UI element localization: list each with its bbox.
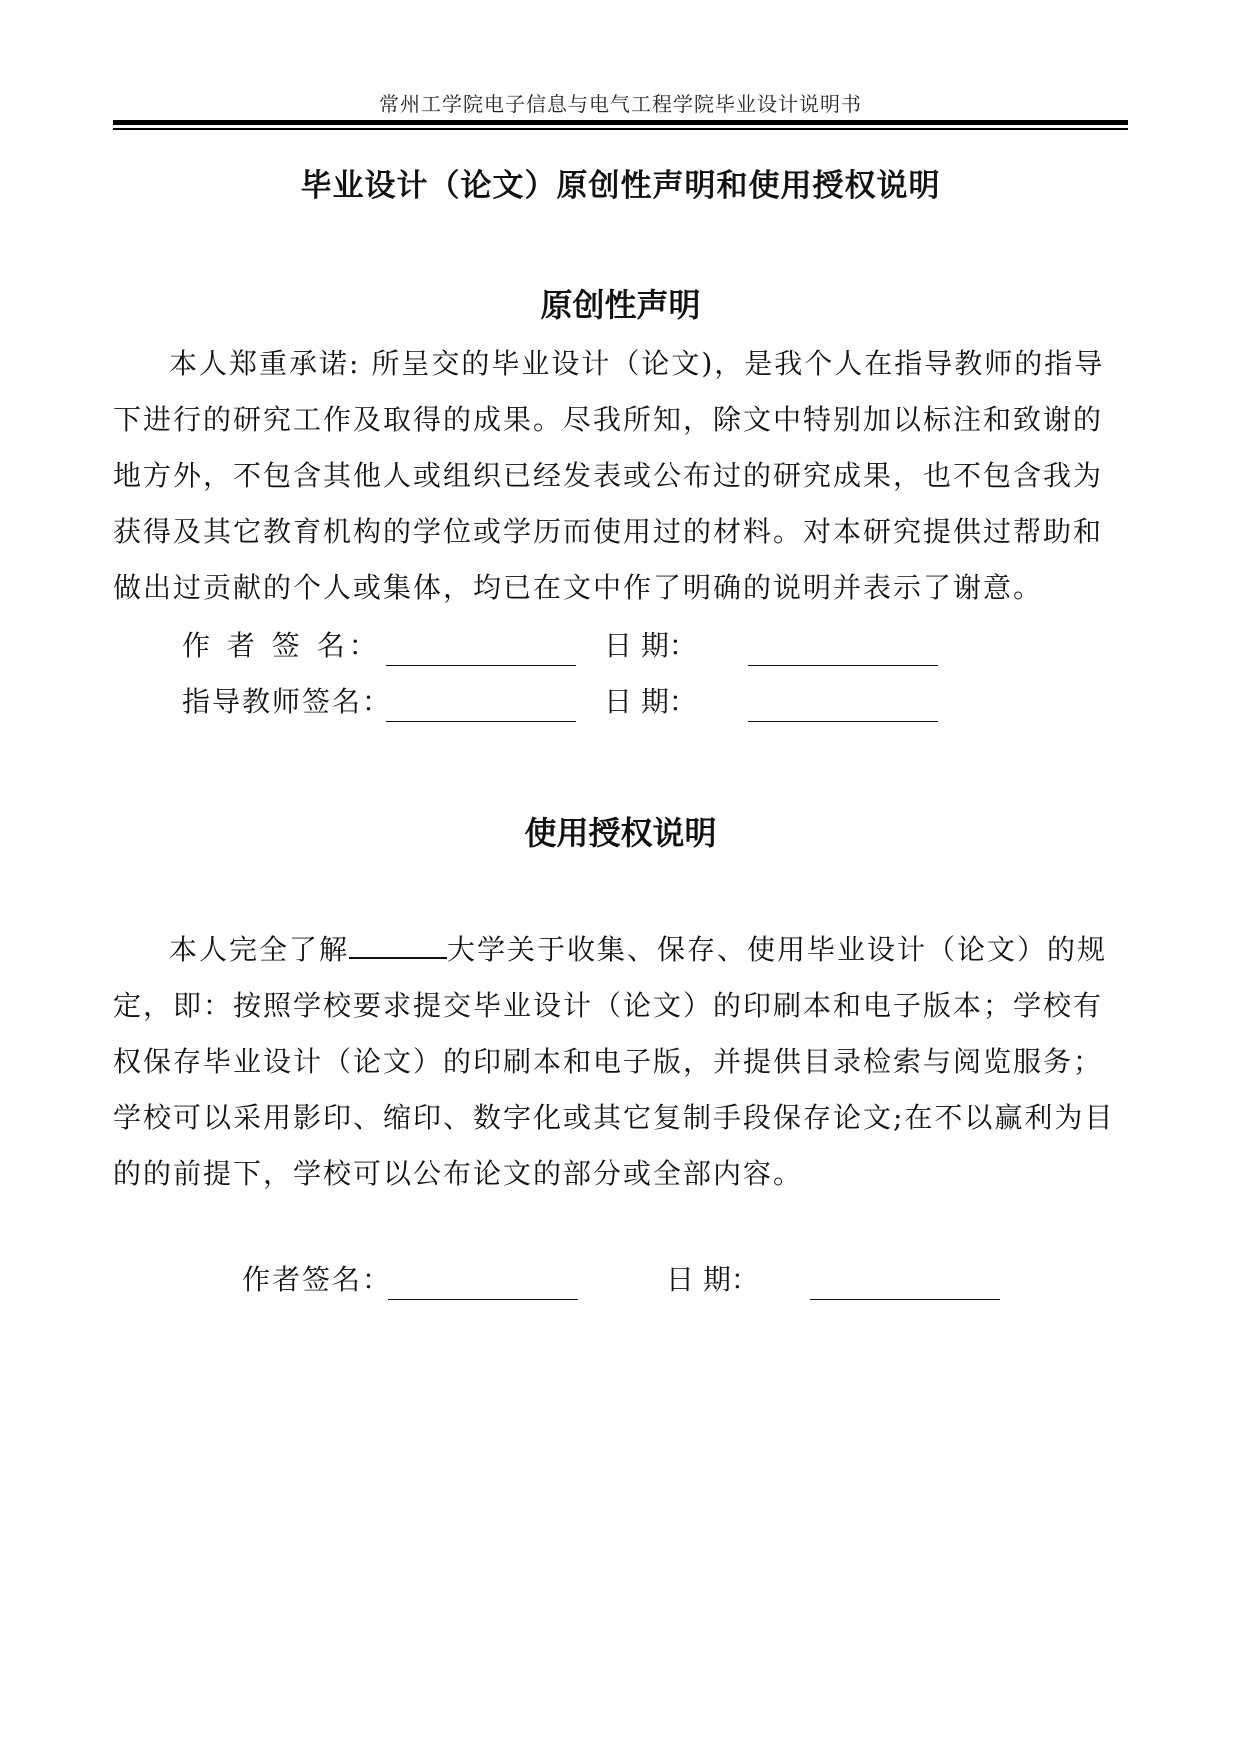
- advisor-signature-field[interactable]: [386, 689, 576, 722]
- date-label: 日 期：: [604, 629, 697, 662]
- author-signature-label: 作 者 签 名：: [182, 629, 381, 662]
- authorization-statement: [113, 922, 1131, 1202]
- author-signature-row: [182, 626, 938, 666]
- originality-statement: 本人郑重承诺: 所呈交的毕业设计（论文)，是我个人在指导教师的指导下进行的研究工作及取得的成果。尽我所知，除文中特别加以标注和致谢的地方外，不包含其他人或组织已经发表或公布过的研究成果，也不包含我为获得及其它教育机构的学位或学历而使用过的材料。对本研究提供过帮助和做出过贡献的个人或集体，均已在文中作了明确的说明并表示了谢意。: [113, 347, 1105, 604]
- date-field[interactable]: [748, 689, 938, 722]
- authorization-text-start: 本人完全了解: [169, 933, 350, 966]
- date-field[interactable]: [748, 633, 938, 666]
- advisor-signature-row: [182, 682, 938, 722]
- author-signature-field[interactable]: [388, 1267, 578, 1300]
- author-signature-field[interactable]: [386, 633, 576, 666]
- date-label: 日 期：: [666, 1263, 759, 1296]
- date-field[interactable]: [810, 1267, 1000, 1300]
- advisor-signature-label: 指导教师签名：: [182, 685, 393, 718]
- date-label: 日 期：: [604, 685, 697, 718]
- header-rule-thick: [113, 120, 1128, 125]
- authorization-signature-row: [242, 1260, 1000, 1300]
- authorization-text-rest: 大学关于收集、保存、使用毕业设计（论文）的规定，即：按照学校要求提交毕业设计（论文）的印刷本和电子版本；学校有权保存毕业设计（论文）的印刷本和电子版，并提供目录检索与阅览服务；学校可以采用影印、缩印、数字化或其它复制手段保存论文;在不以赢利为目的的前提下，学校可以公布论文的部分或全部内容。: [113, 933, 1115, 1190]
- document-title: 毕业设计（论文）原创性声明和使用授权说明: [300, 168, 941, 204]
- running-header: 常州工学院电子信息与电气工程学院毕业设计说明书: [379, 92, 862, 116]
- author-signature-label: 作者签名：: [242, 1263, 393, 1296]
- header-rule-thin: [113, 128, 1128, 130]
- originality-heading: 原创性声明: [540, 286, 701, 324]
- authorization-heading: 使用授权说明: [524, 814, 717, 852]
- university-name-blank[interactable]: [349, 927, 447, 959]
